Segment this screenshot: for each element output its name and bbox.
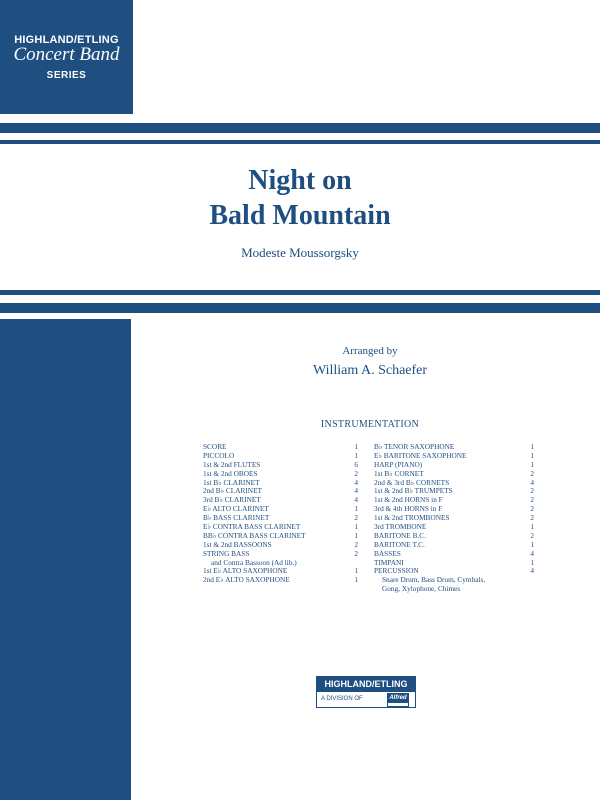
instrument-name: 1st B♭ CORNET: [374, 468, 424, 478]
instrumentation-heading: INSTRUMENTATION: [320, 419, 420, 430]
instrument-name: and Contra Bassoon (Ad lib.): [211, 557, 297, 567]
publisher-name: HIGHLAND/ETLING: [317, 677, 415, 692]
mid-band-thick: [0, 303, 600, 313]
series-box: [0, 0, 133, 114]
instrument-name: SCORE: [203, 442, 227, 451]
instrument-count: 1: [354, 450, 358, 460]
instrument-count: 2: [530, 504, 534, 514]
instrument-name: TIMPANI: [374, 557, 404, 567]
instrument-name: PERCUSSION: [374, 566, 419, 576]
instrument-name: 1st B♭ CLARINET: [203, 477, 260, 487]
instrument-count: 1: [530, 539, 534, 549]
instrument-count: 1: [354, 504, 358, 514]
instrument-count: 4: [354, 477, 358, 487]
instrument-count: 2: [530, 468, 534, 478]
instrument-count: 1: [354, 575, 358, 585]
instrument-count: 2: [354, 548, 358, 558]
publisher-brand: Alfred: [387, 693, 409, 703]
title-line-2: Bald Mountain: [209, 200, 391, 231]
instrumentation-left-column: [203, 443, 358, 585]
instrument-count: 4: [530, 548, 534, 558]
instrument-count: 1: [530, 450, 534, 460]
title-line-1: Night on: [248, 165, 352, 196]
instrument-count: 1: [530, 459, 534, 469]
instrument-count: 2: [354, 539, 358, 549]
instrument-count: 6: [354, 459, 358, 469]
instrument-name: 1st E♭ ALTO SAXOPHONE: [203, 566, 288, 576]
instrument-count: 4: [530, 566, 534, 576]
instrument-name: E♭ BARITONE SAXOPHONE: [374, 450, 467, 460]
instrument-name: PICCOLO: [203, 450, 235, 460]
mid-band-thin: [0, 290, 600, 295]
series-line-1: HIGHLAND/ETLING: [14, 34, 119, 46]
instrument-row: [203, 576, 358, 585]
instrument-count: 1: [354, 442, 358, 451]
instrument-count: 1: [530, 557, 534, 567]
arranged-by-label: Arranged by: [342, 345, 398, 357]
instrument-count: 2: [354, 513, 358, 523]
publisher-logo: [316, 676, 416, 708]
instrument-count: 4: [530, 477, 534, 487]
composer: Modeste Moussorgsky: [241, 245, 359, 260]
instrument-count: 1: [354, 530, 358, 540]
instrument-name: E♭ ALTO CLARINET: [203, 504, 269, 514]
instrument-name: B♭ TENOR SAXOPHONE: [374, 442, 455, 451]
publisher-division: A DIVISION OF: [321, 696, 363, 702]
instrument-name: STRING BASS: [203, 548, 250, 558]
instrument-name: 1st & 2nd B♭ TRUMPETS: [374, 486, 453, 496]
top-band-thin: [0, 140, 600, 144]
series-line-2: Concert Band: [13, 44, 120, 65]
instrument-name: BB♭ CONTRA BASS CLARINET: [203, 530, 306, 540]
instrument-name: Snare Drum, Bass Drum, Cymbals,: [382, 575, 486, 585]
instrument-name: BARITONE T.C.: [374, 539, 425, 549]
instrument-name: B♭ BASS CLARINET: [203, 513, 270, 523]
instrument-name: Gong, Xylophone, Chimes: [382, 584, 461, 594]
instrument-count: 2: [530, 495, 534, 505]
instrument-name: 2nd & 3rd B♭ CORNETS: [374, 477, 450, 487]
instrument-name: 1st & 2nd TROMBONES: [374, 513, 450, 523]
instrument-count: 1: [354, 566, 358, 576]
left-sidebar-band: [0, 319, 131, 800]
instrument-name: 1st & 2nd BASSOONS: [203, 539, 272, 549]
instrument-name: 1st & 2nd HORNS in F: [374, 495, 443, 505]
instrument-count: 2: [530, 486, 534, 496]
instrument-name: 3rd & 4th HORNS in F: [374, 504, 443, 514]
instrument-name: BASSES: [374, 548, 401, 558]
instrument-name: 3rd B♭ CLARINET: [203, 495, 261, 505]
series-line-3: SERIES: [46, 70, 87, 81]
instrument-count: 2: [530, 513, 534, 523]
instrument-name: 2nd E♭ ALTO SAXOPHONE: [203, 575, 290, 585]
instrument-name: BARITONE B.C.: [374, 530, 426, 540]
instrument-name: 1st & 2nd OBOES: [203, 468, 258, 478]
instrument-count: 1: [530, 442, 534, 451]
instrument-name: HARP (PIANO): [374, 459, 423, 469]
instrument-count: 1: [530, 522, 534, 532]
top-band-thick: [0, 123, 600, 133]
instrumentation-right-column: [374, 443, 534, 594]
instrument-name: 3rd TROMBONE: [374, 522, 427, 532]
instrument-count: 4: [354, 495, 358, 505]
instrument-count: 2: [530, 530, 534, 540]
publisher-mark-icon: [387, 702, 409, 707]
instrument-count: 1: [354, 522, 358, 532]
instrument-name: 2nd B♭ CLARINET: [203, 486, 262, 496]
instrument-name: 1st & 2nd FLUTES: [203, 459, 261, 469]
instrument-count: 4: [354, 486, 358, 496]
instrument-count: 2: [354, 468, 358, 478]
arranger-name: William A. Schaefer: [312, 363, 428, 378]
instrument-row: [374, 585, 534, 594]
instrument-name: E♭ CONTRA BASS CLARINET: [203, 522, 301, 532]
